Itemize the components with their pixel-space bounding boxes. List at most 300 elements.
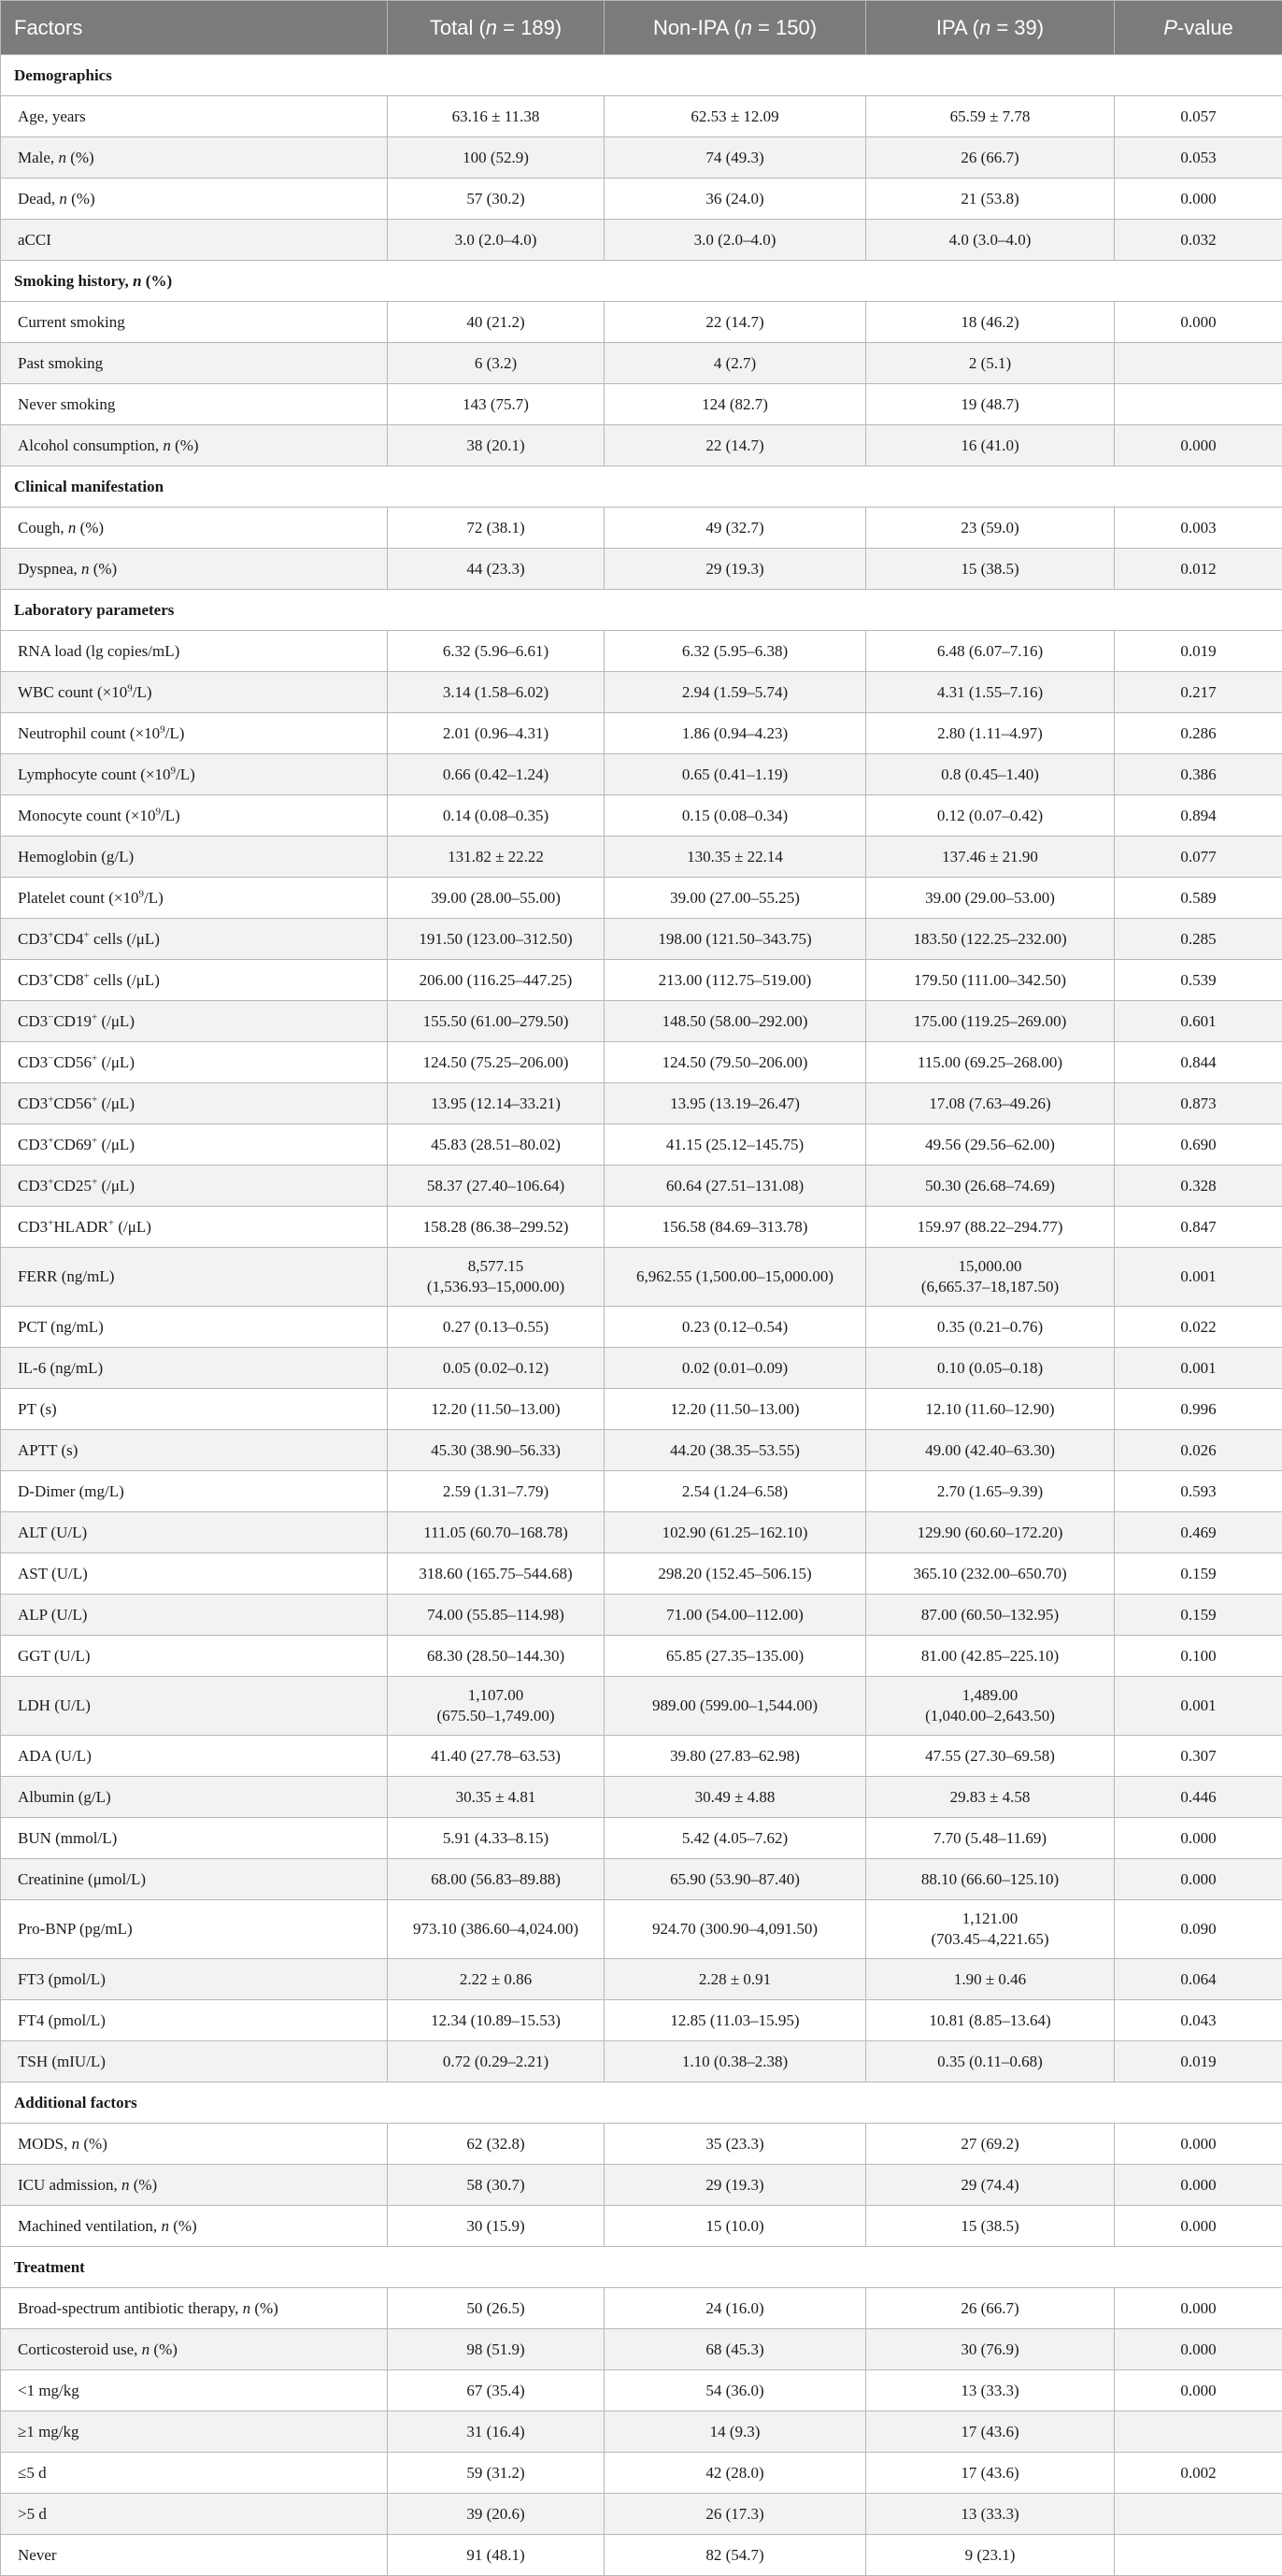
p-value-cell: 0.012 (1115, 549, 1282, 590)
non-ipa-cell: 148.50 (58.00–292.00) (605, 1001, 866, 1042)
section-row (1, 55, 1282, 96)
table-row (1, 1595, 1282, 1636)
non-ipa-cell: 4 (2.7) (605, 343, 866, 384)
ipa-cell: 12.10 (11.60–12.90) (866, 1389, 1115, 1430)
factor-cell: D-Dimer (mg/L) (1, 1471, 388, 1512)
ipa-cell: 49.00 (42.40–63.30) (866, 1430, 1115, 1471)
p-value-cell: 0.019 (1115, 631, 1282, 672)
non-ipa-cell: 1.86 (0.94–4.23) (605, 713, 866, 754)
factor-cell: WBC count $(\times 10^9/L)$ (1, 672, 388, 713)
table-row (1, 2165, 1282, 2206)
non-ipa-cell: 0.15 (0.08–0.34) (605, 795, 866, 837)
non-ipa-cell: 14 (9.3) (605, 2411, 866, 2453)
table-row (1, 795, 1282, 837)
table-row (1, 2370, 1282, 2411)
total-cell: 6 (3.2) (388, 343, 605, 384)
ipa-cell: 0.10 (0.05–0.18) (866, 1348, 1115, 1389)
table-row (1, 2329, 1282, 2370)
ipa-cell: 1,489.00 (1,040.00–2,643.50) (866, 1677, 1115, 1736)
non-ipa-cell: 12.20 (11.50–13.00) (605, 1389, 866, 1430)
factor-cell: CD3+CD25+ (/μL) (1, 1166, 388, 1207)
ipa-cell: 0.12 (0.07–0.42) (866, 795, 1115, 837)
table-row (1, 960, 1282, 1001)
table-row (1, 1636, 1282, 1677)
non-ipa-cell: 130.35 ± 22.14 (605, 837, 866, 878)
non-ipa-cell: 82 (54.7) (605, 2535, 866, 2576)
factor-cell: Pro-BNP (pg/mL) (1, 1900, 388, 1959)
non-ipa-cell: 26 (17.3) (605, 2494, 866, 2535)
total-cell: 98 (51.9) (388, 2329, 605, 2370)
total-cell: 124.50 (75.25–206.00) (388, 1042, 605, 1083)
factor-cell: CD3−CD19+ (/μL) (1, 1001, 388, 1042)
factor-cell: RNA load (lg copies/mL) (1, 631, 388, 672)
p-value-cell: 0.000 (1115, 2329, 1282, 2370)
non-ipa-cell: 65.90 (53.90–87.40) (605, 1859, 866, 1900)
factor-cell: Current smoking (1, 302, 388, 343)
p-value-cell: 0.217 (1115, 672, 1282, 713)
non-ipa-cell: 44.20 (38.35–53.55) (605, 1430, 866, 1471)
factor-cell: PT (s) (1, 1389, 388, 1430)
table-row (1, 1042, 1282, 1083)
non-ipa-cell: 989.00 (599.00–1,544.00) (605, 1677, 866, 1736)
ipa-cell: 26 (66.7) (866, 137, 1115, 179)
total-cell: 12.34 (10.89–15.53) (388, 2000, 605, 2041)
factor-cell: MODS, n (%) (1, 2124, 388, 2165)
table-row (1, 754, 1282, 795)
total-cell: 1,107.00 (675.50–1,749.00) (388, 1677, 605, 1736)
table-row (1, 96, 1282, 137)
factor-cell: ICU admission, n (%) (1, 2165, 388, 2206)
factor-cell: PCT (ng/mL) (1, 1307, 388, 1348)
factor-cell: Never smoking (1, 384, 388, 425)
total-cell: 59 (31.2) (388, 2453, 605, 2494)
ipa-cell: 0.35 (0.11–0.68) (866, 2041, 1115, 2082)
non-ipa-cell: 213.00 (112.75–519.00) (605, 960, 866, 1001)
table-row (1, 1859, 1282, 1900)
non-ipa-cell: 102.90 (61.25–162.10) (605, 1512, 866, 1553)
ipa-cell: 17 (43.6) (866, 2411, 1115, 2453)
non-ipa-cell: 41.15 (25.12–145.75) (605, 1124, 866, 1166)
table-row (1, 2494, 1282, 2535)
p-value-cell: 0.996 (1115, 1389, 1282, 1430)
non-ipa-cell: 6.32 (5.95–6.38) (605, 631, 866, 672)
p-value-cell: 0.057 (1115, 96, 1282, 137)
table-row (1, 1471, 1282, 1512)
ipa-cell: 27 (69.2) (866, 2124, 1115, 2165)
factor-cell: CD3+CD8+ cells (/μL) (1, 960, 388, 1001)
non-ipa-cell: 124.50 (79.50–206.00) (605, 1042, 866, 1083)
factor-cell: ALT (U/L) (1, 1512, 388, 1553)
factor-cell: CD3+CD69+ (/μL) (1, 1124, 388, 1166)
p-value-cell: 0.000 (1115, 302, 1282, 343)
header-non-ipa: Non-IPA (n = 150) (605, 1, 866, 55)
total-cell: 13.95 (12.14–33.21) (388, 1083, 605, 1124)
ipa-cell: 17 (43.6) (866, 2453, 1115, 2494)
table-row (1, 837, 1282, 878)
factor-cell: Neutrophil count $(\times 10^9/L)$ (1, 713, 388, 754)
section-row (1, 466, 1282, 508)
total-cell: 39.00 (28.00–55.00) (388, 878, 605, 919)
p-value-cell (1115, 2494, 1282, 2535)
table-row (1, 2000, 1282, 2041)
ipa-cell: 0.8 (0.45–1.40) (866, 754, 1115, 795)
table-header-row (1, 1, 1282, 55)
factor-cell: ALP (U/L) (1, 1595, 388, 1636)
factor-cell: Creatinine (μmol/L) (1, 1859, 388, 1900)
total-cell: 57 (30.2) (388, 179, 605, 220)
ipa-cell: 115.00 (69.25–268.00) (866, 1042, 1115, 1083)
ipa-cell: 23 (59.0) (866, 508, 1115, 549)
factor-cell: Dyspnea, n (%) (1, 549, 388, 590)
ipa-cell: 39.00 (29.00–53.00) (866, 878, 1115, 919)
ipa-cell: 50.30 (26.68–74.69) (866, 1166, 1115, 1207)
total-cell: 63.16 ± 11.38 (388, 96, 605, 137)
total-cell: 62 (32.8) (388, 2124, 605, 2165)
non-ipa-cell: 54 (36.0) (605, 2370, 866, 2411)
non-ipa-cell: 2.94 (1.59–5.74) (605, 672, 866, 713)
ipa-cell: 49.56 (29.56–62.00) (866, 1124, 1115, 1166)
total-cell: 6.32 (5.96–6.61) (388, 631, 605, 672)
factor-cell: CD3+CD56+ (/μL) (1, 1083, 388, 1124)
factor-cell: APTT (s) (1, 1430, 388, 1471)
ipa-cell: 19 (48.7) (866, 384, 1115, 425)
total-cell: 67 (35.4) (388, 2370, 605, 2411)
section-heading: Demographics (1, 55, 1282, 96)
ipa-cell: 18 (46.2) (866, 302, 1115, 343)
p-value-cell (1115, 343, 1282, 384)
total-cell: 158.28 (86.38–299.52) (388, 1207, 605, 1248)
p-value-cell: 0.077 (1115, 837, 1282, 878)
ipa-cell: 81.00 (42.85–225.10) (866, 1636, 1115, 1677)
table-row (1, 2411, 1282, 2453)
factor-cell: Monocyte count $(\times 10^9/L)$ (1, 795, 388, 837)
section-heading: Laboratory parameters (1, 590, 1282, 631)
ipa-cell: 129.90 (60.60–172.20) (866, 1512, 1115, 1553)
p-value-cell: 0.100 (1115, 1636, 1282, 1677)
table-row (1, 2288, 1282, 2329)
p-value-cell: 0.026 (1115, 1430, 1282, 1471)
factor-cell: Cough, n (%) (1, 508, 388, 549)
table-row (1, 1959, 1282, 2000)
non-ipa-cell: 29 (19.3) (605, 549, 866, 590)
header-ipa: IPA (n = 39) (866, 1, 1115, 55)
p-value-cell: 0.090 (1115, 1900, 1282, 1959)
total-cell: 0.27 (0.13–0.55) (388, 1307, 605, 1348)
table-row (1, 2453, 1282, 2494)
p-value-cell: 0.159 (1115, 1553, 1282, 1595)
ipa-cell: 30 (76.9) (866, 2329, 1115, 2370)
p-value-cell: 0.000 (1115, 1818, 1282, 1859)
factor-cell: Dead, n (%) (1, 179, 388, 220)
total-cell: 41.40 (27.78–63.53) (388, 1736, 605, 1777)
factor-cell: Lymphocyte count $(\times 10^9/L)$ (1, 754, 388, 795)
non-ipa-cell: 71.00 (54.00–112.00) (605, 1595, 866, 1636)
non-ipa-cell: 12.85 (11.03–15.95) (605, 2000, 866, 2041)
factor-cell: aCCI (1, 220, 388, 261)
non-ipa-cell: 35 (23.3) (605, 2124, 866, 2165)
table-row (1, 137, 1282, 179)
p-value-cell: 0.032 (1115, 220, 1282, 261)
table-row (1, 2041, 1282, 2082)
factor-cell: FT4 (pmol/L) (1, 2000, 388, 2041)
p-value-cell: 0.589 (1115, 878, 1282, 919)
section-row (1, 590, 1282, 631)
table-row (1, 672, 1282, 713)
p-value-cell: 0.844 (1115, 1042, 1282, 1083)
table-row (1, 1348, 1282, 1389)
ipa-cell: 175.00 (119.25–269.00) (866, 1001, 1115, 1042)
p-value-cell: 0.159 (1115, 1595, 1282, 1636)
table-row (1, 878, 1282, 919)
table-row (1, 1736, 1282, 1777)
ipa-cell: 16 (41.0) (866, 425, 1115, 466)
table-row (1, 508, 1282, 549)
non-ipa-cell: 62.53 ± 12.09 (605, 96, 866, 137)
non-ipa-cell: 2.28 ± 0.91 (605, 1959, 866, 2000)
p-value-cell: 0.894 (1115, 795, 1282, 837)
p-value-cell (1115, 2411, 1282, 2453)
p-value-cell: 0.043 (1115, 2000, 1282, 2041)
ipa-cell: 179.50 (111.00–342.50) (866, 960, 1115, 1001)
ipa-cell: 15 (38.5) (866, 2206, 1115, 2247)
ipa-cell: 10.81 (8.85–13.64) (866, 2000, 1115, 2041)
non-ipa-cell: 30.49 ± 4.88 (605, 1777, 866, 1818)
table-row (1, 220, 1282, 261)
non-ipa-cell: 29 (19.3) (605, 2165, 866, 2206)
section-heading: Smoking history, n (%) (1, 261, 1282, 302)
non-ipa-cell: 60.64 (27.51–131.08) (605, 1166, 866, 1207)
p-value-cell: 0.690 (1115, 1124, 1282, 1166)
ipa-cell: 29.83 ± 4.58 (866, 1777, 1115, 1818)
total-cell: 30.35 ± 4.81 (388, 1777, 605, 1818)
ipa-cell: 159.97 (88.22–294.77) (866, 1207, 1115, 1248)
factor-cell: ≥1 mg/kg (1, 2411, 388, 2453)
factor-cell: CD3+CD4+ cells (/μL) (1, 919, 388, 960)
total-cell: 318.60 (165.75–544.68) (388, 1553, 605, 1595)
factor-cell: CD3−CD56+ (/μL) (1, 1042, 388, 1083)
ipa-cell: 0.35 (0.21–0.76) (866, 1307, 1115, 1348)
p-value-cell (1115, 2535, 1282, 2576)
ipa-cell: 65.59 ± 7.78 (866, 96, 1115, 137)
total-cell: 0.05 (0.02–0.12) (388, 1348, 605, 1389)
factor-cell: IL-6 (ng/mL) (1, 1348, 388, 1389)
table-row (1, 1553, 1282, 1595)
factor-cell: Hemoglobin (g/L) (1, 837, 388, 878)
header-p-value: P-value (1115, 1, 1282, 55)
non-ipa-cell: 0.65 (0.41–1.19) (605, 754, 866, 795)
non-ipa-cell: 298.20 (152.45–506.15) (605, 1553, 866, 1595)
non-ipa-cell: 3.0 (2.0–4.0) (605, 220, 866, 261)
ipa-cell: 1.90 ± 0.46 (866, 1959, 1115, 2000)
table-body (1, 55, 1282, 2576)
total-cell: 143 (75.7) (388, 384, 605, 425)
factor-cell: Age, years (1, 96, 388, 137)
ipa-cell: 7.70 (5.48–11.69) (866, 1818, 1115, 1859)
ipa-cell: 13 (33.3) (866, 2370, 1115, 2411)
total-cell: 45.30 (38.90–56.33) (388, 1430, 605, 1471)
non-ipa-cell: 6,962.55 (1,500.00–15,000.00) (605, 1248, 866, 1307)
factor-cell: Never (1, 2535, 388, 2576)
table-row (1, 1777, 1282, 1818)
p-value-cell: 0.000 (1115, 2206, 1282, 2247)
ipa-cell: 137.46 ± 21.90 (866, 837, 1115, 878)
non-ipa-cell: 2.54 (1.24–6.58) (605, 1471, 866, 1512)
p-value-cell: 0.446 (1115, 1777, 1282, 1818)
non-ipa-cell: 924.70 (300.90–4,091.50) (605, 1900, 866, 1959)
factor-cell: FT3 (pmol/L) (1, 1959, 388, 2000)
p-value-cell: 0.022 (1115, 1307, 1282, 1348)
p-value-cell: 0.001 (1115, 1677, 1282, 1736)
factor-cell: Corticosteroid use, n (%) (1, 2329, 388, 2370)
non-ipa-cell: 65.85 (27.35–135.00) (605, 1636, 866, 1677)
factor-cell: GGT (U/L) (1, 1636, 388, 1677)
factor-cell: FERR (ng/mL) (1, 1248, 388, 1307)
total-cell: 12.20 (11.50–13.00) (388, 1389, 605, 1430)
table-row (1, 384, 1282, 425)
p-value-cell: 0.000 (1115, 425, 1282, 466)
ipa-cell: 2.80 (1.11–4.97) (866, 713, 1115, 754)
total-cell: 74.00 (55.85–114.98) (388, 1595, 605, 1636)
ipa-cell: 365.10 (232.00–650.70) (866, 1553, 1115, 1595)
non-ipa-cell: 156.58 (84.69–313.78) (605, 1207, 866, 1248)
total-cell: 30 (15.9) (388, 2206, 605, 2247)
factor-cell: Platelet count $(\times 10^9/L)$ (1, 878, 388, 919)
ipa-cell: 6.48 (6.07–7.16) (866, 631, 1115, 672)
table-row (1, 1389, 1282, 1430)
non-ipa-cell: 5.42 (4.05–7.62) (605, 1818, 866, 1859)
table-row (1, 1818, 1282, 1859)
table-row (1, 2124, 1282, 2165)
header-factors: Factors (1, 1, 388, 55)
p-value-cell: 0.064 (1115, 1959, 1282, 2000)
factor-cell: Broad-spectrum antibiotic therapy, n (%) (1, 2288, 388, 2329)
factor-cell: TSH (mIU/L) (1, 2041, 388, 2082)
ipa-cell: 1,121.00 (703.45–4,221.65) (866, 1900, 1115, 1959)
non-ipa-cell: 39.00 (27.00–55.25) (605, 878, 866, 919)
factor-cell: BUN (mmol/L) (1, 1818, 388, 1859)
ipa-cell: 9 (23.1) (866, 2535, 1115, 2576)
non-ipa-cell: 68 (45.3) (605, 2329, 866, 2370)
non-ipa-cell: 49 (32.7) (605, 508, 866, 549)
ipa-cell: 4.0 (3.0–4.0) (866, 220, 1115, 261)
table-row (1, 179, 1282, 220)
ipa-cell: 26 (66.7) (866, 2288, 1115, 2329)
ipa-cell: 88.10 (66.60–125.10) (866, 1859, 1115, 1900)
table-row (1, 1677, 1282, 1736)
non-ipa-cell: 39.80 (27.83–62.98) (605, 1736, 866, 1777)
ipa-cell: 13 (33.3) (866, 2494, 1115, 2535)
total-cell: 2.22 ± 0.86 (388, 1959, 605, 2000)
factor-cell: LDH (U/L) (1, 1677, 388, 1736)
non-ipa-cell: 42 (28.0) (605, 2453, 866, 2494)
non-ipa-cell: 0.02 (0.01–0.09) (605, 1348, 866, 1389)
total-cell: 100 (52.9) (388, 137, 605, 179)
p-value-cell: 0.000 (1115, 1859, 1282, 1900)
p-value-cell: 0.000 (1115, 2288, 1282, 2329)
table-row (1, 1900, 1282, 1959)
total-cell: 206.00 (116.25–447.25) (388, 960, 605, 1001)
table-row (1, 1307, 1282, 1348)
ipa-cell: 2.70 (1.65–9.39) (866, 1471, 1115, 1512)
section-heading: Treatment (1, 2247, 1282, 2288)
p-value-cell: 0.053 (1115, 137, 1282, 179)
factor-cell: Machined ventilation, n (%) (1, 2206, 388, 2247)
p-value-cell: 0.847 (1115, 1207, 1282, 1248)
total-cell: 68.30 (28.50–144.30) (388, 1636, 605, 1677)
p-value-cell: 0.001 (1115, 1348, 1282, 1389)
total-cell: 5.91 (4.33–8.15) (388, 1818, 605, 1859)
total-cell: 45.83 (28.51–80.02) (388, 1124, 605, 1166)
table-row (1, 1207, 1282, 1248)
table-row (1, 1083, 1282, 1124)
total-cell: 0.66 (0.42–1.24) (388, 754, 605, 795)
non-ipa-cell: 13.95 (13.19–26.47) (605, 1083, 866, 1124)
table-row (1, 1512, 1282, 1553)
non-ipa-cell: 22 (14.7) (605, 425, 866, 466)
factor-cell: CD3+HLADR+ (/μL) (1, 1207, 388, 1248)
section-heading: Clinical manifestation (1, 466, 1282, 508)
total-cell: 155.50 (61.00–279.50) (388, 1001, 605, 1042)
total-cell: 111.05 (60.70–168.78) (388, 1512, 605, 1553)
factor-cell: Alcohol consumption, n (%) (1, 425, 388, 466)
table-row (1, 1430, 1282, 1471)
total-cell: 0.14 (0.08–0.35) (388, 795, 605, 837)
table-row (1, 1166, 1282, 1207)
ipa-cell: 4.31 (1.55–7.16) (866, 672, 1115, 713)
factor-cell: ≤5 d (1, 2453, 388, 2494)
total-cell: 2.59 (1.31–7.79) (388, 1471, 605, 1512)
p-value-cell: 0.307 (1115, 1736, 1282, 1777)
factor-cell: <1 mg/kg (1, 2370, 388, 2411)
p-value-cell: 0.000 (1115, 2124, 1282, 2165)
total-cell: 3.14 (1.58–6.02) (388, 672, 605, 713)
total-cell: 31 (16.4) (388, 2411, 605, 2453)
factor-cell: AST (U/L) (1, 1553, 388, 1595)
non-ipa-cell: 124 (82.7) (605, 384, 866, 425)
table-row (1, 1124, 1282, 1166)
p-value-cell (1115, 384, 1282, 425)
factor-cell: Male, n (%) (1, 137, 388, 179)
p-value-cell: 0.000 (1115, 2370, 1282, 2411)
total-cell: 91 (48.1) (388, 2535, 605, 2576)
p-value-cell: 0.000 (1115, 179, 1282, 220)
header-total: Total (n = 189) (388, 1, 605, 55)
p-value-cell: 0.386 (1115, 754, 1282, 795)
non-ipa-cell: 198.00 (121.50–343.75) (605, 919, 866, 960)
p-value-cell: 0.001 (1115, 1248, 1282, 1307)
factor-cell: ADA (U/L) (1, 1736, 388, 1777)
p-value-cell: 0.002 (1115, 2453, 1282, 2494)
p-value-cell: 0.601 (1115, 1001, 1282, 1042)
section-row (1, 261, 1282, 302)
non-ipa-cell: 36 (24.0) (605, 179, 866, 220)
total-cell: 40 (21.2) (388, 302, 605, 343)
factor-cell: Past smoking (1, 343, 388, 384)
table-row (1, 2535, 1282, 2576)
table-row (1, 1001, 1282, 1042)
table-row (1, 1248, 1282, 1307)
total-cell: 191.50 (123.00–312.50) (388, 919, 605, 960)
ipa-cell: 47.55 (27.30–69.58) (866, 1736, 1115, 1777)
total-cell: 44 (23.3) (388, 549, 605, 590)
p-value-cell: 0.469 (1115, 1512, 1282, 1553)
table-row (1, 302, 1282, 343)
table-row (1, 549, 1282, 590)
p-value-cell: 0.286 (1115, 713, 1282, 754)
p-value-cell: 0.000 (1115, 2165, 1282, 2206)
ipa-cell: 15,000.00 (6,665.37–18,187.50) (866, 1248, 1115, 1307)
table-row (1, 425, 1282, 466)
